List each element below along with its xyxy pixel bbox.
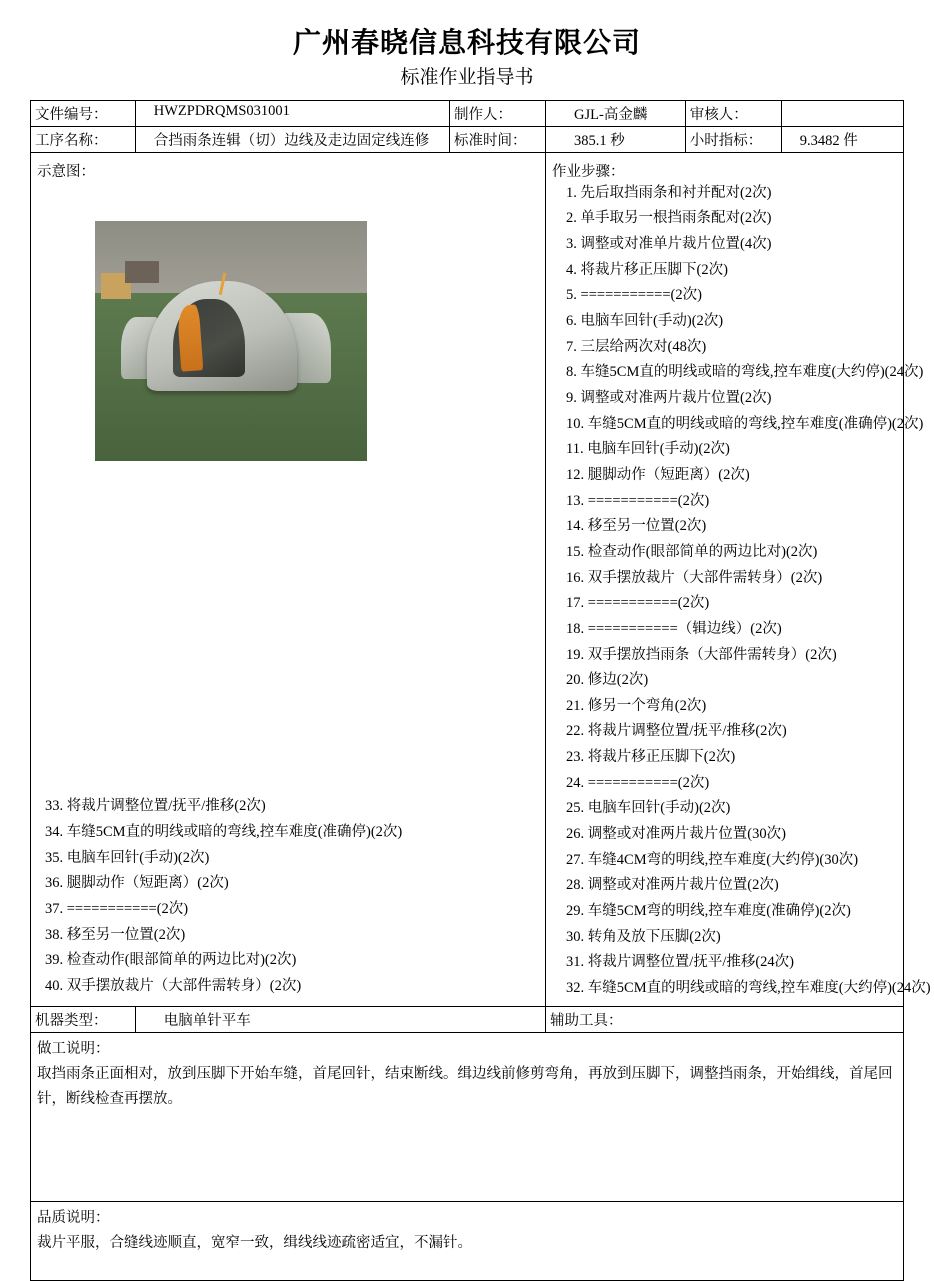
list-item: 31. 将裁片调整位置/抚平/推移(24次) bbox=[566, 954, 795, 971]
maker-value: GJL-高金麟 bbox=[546, 100, 686, 126]
quality-title: 品质说明： bbox=[37, 1209, 110, 1226]
list-item: 30. 转角及放下压脚(2次) bbox=[566, 928, 721, 945]
table-row-process-info bbox=[31, 126, 904, 152]
list-item: 7. 三层给两次对(48次) bbox=[566, 338, 707, 355]
list-item: 2. 单手取另一根挡雨条配对(2次) bbox=[566, 210, 772, 227]
list-item: 6. 电脑车回针(手动)(2次) bbox=[566, 312, 724, 329]
list-item: 9. 调整或对准两片裁片位置(2次) bbox=[566, 389, 772, 406]
workmanship-title: 做工说明： bbox=[37, 1040, 110, 1057]
list-item: 26. 调整或对准两片裁片位置(30次) bbox=[566, 826, 786, 843]
list-item: 40. 双手摆放裁片（大部件需转身）(2次) bbox=[45, 978, 302, 995]
table-row-workmanship bbox=[31, 1032, 904, 1201]
std-time-value: 385.1 秒 bbox=[546, 126, 686, 152]
list-item: 12. 腿脚动作（短距离）(2次) bbox=[566, 466, 750, 483]
steps-label: 作业步骤： bbox=[552, 163, 625, 180]
maker-label: 制作人： bbox=[450, 100, 546, 126]
list-item: 37. ===========(2次) bbox=[45, 901, 189, 918]
list-item: 25. 电脑车回针(手动)(2次) bbox=[566, 800, 731, 817]
list-item: 27. 车缝4CM弯的明线,控车难度(大约停)(30次) bbox=[566, 851, 859, 868]
machine-value: 电脑单针平车 bbox=[135, 1006, 545, 1032]
sop-table bbox=[30, 100, 931, 1281]
list-item: 22. 将裁片调整位置/抚平/推移(2次) bbox=[566, 723, 787, 740]
list-item: 3. 调整或对准单片裁片位置(4次) bbox=[566, 236, 772, 252]
list-item: 8. 车缝5CM直的明线或暗的弯线,控车难度(大约停)(24次) bbox=[566, 364, 924, 381]
list-item: 38. 移至另一位置(2次) bbox=[45, 926, 186, 943]
list-item: 29. 车缝5CM弯的明线,控车难度(准确停)(2次) bbox=[566, 903, 851, 920]
list-item: 34. 车缝5CM直的明线或暗的弯线,控车难度(准确停)(2次) bbox=[45, 824, 403, 841]
list-item: 33. 将裁片调整位置/抚平/推移(2次) bbox=[45, 798, 266, 815]
quality-text: 裁片平服，合缝线迹顺直，宽窄一致，缉线线迹疏密适宜，不漏针。 bbox=[37, 1234, 472, 1251]
list-item: 39. 检查动作(眼部简单的两边比对)(2次) bbox=[45, 952, 297, 969]
table-row-quality bbox=[31, 1201, 904, 1280]
workmanship-cell bbox=[31, 1032, 904, 1201]
workmanship-text: 取挡雨条正面相对，放到压脚下开始车缝，首尾回针，结束断线。缉边线前修剪弯角，再放到压脚下，调整挡雨条，开始缉线，首尾回针，断线检查再摆放。 bbox=[37, 1065, 893, 1108]
process-label: 工序名称： bbox=[31, 126, 136, 152]
reviewer-value bbox=[781, 100, 903, 126]
diagram-label: 示意图： bbox=[37, 163, 95, 180]
list-item: 18. ===========（辑边线）(2次) bbox=[566, 620, 782, 637]
reviewer-label: 审核人： bbox=[685, 100, 781, 126]
list-item: 17. ===========(2次) bbox=[566, 595, 710, 612]
list-item: 10. 车缝5CM直的明线或暗的弯线,控车难度(准确停)(2次) bbox=[566, 415, 924, 432]
quality-cell bbox=[31, 1201, 904, 1280]
tool-label: 辅助工具： bbox=[546, 1006, 904, 1032]
list-item: 1. 先后取挡雨条和衬并配对(2次) bbox=[566, 184, 772, 201]
list-item: 19. 双手摆放挡雨条（大部件需转身）(2次) bbox=[566, 646, 837, 663]
list-item: 21. 修另一个弯角(2次) bbox=[566, 697, 707, 714]
list-item: 16. 双手摆放裁片（大部件需转身）(2次) bbox=[566, 569, 823, 586]
hour-target-value: 9.3482 件 bbox=[781, 126, 903, 152]
list-item: 23. 将裁片移正压脚下(2次) bbox=[566, 749, 736, 766]
photo-box-dark bbox=[125, 261, 159, 283]
list-item: 28. 调整或对准两片裁片位置(2次) bbox=[566, 877, 779, 894]
list-item: 36. 腿脚动作（短距离）(2次) bbox=[45, 875, 229, 892]
list-item: 15. 检查动作(眼部简单的两边比对)(2次) bbox=[566, 543, 818, 560]
list-item: 35. 电脑车回针(手动)(2次) bbox=[45, 849, 210, 866]
list-item: 5. ===========(2次) bbox=[566, 287, 702, 304]
steps-cell bbox=[546, 152, 931, 1006]
file-no-value: HWZPDRQMS031001 bbox=[135, 100, 449, 126]
document-type-title: 标准作业指导书 bbox=[400, 67, 534, 88]
table-row-machine bbox=[31, 1006, 904, 1032]
file-no-label: 文件编号： bbox=[31, 100, 136, 126]
table-row-main-content bbox=[31, 152, 904, 1006]
process-value: 合挡雨条连辑（切）边线及走边固定线连修 bbox=[135, 126, 449, 152]
list-item: 11. 电脑车回针(手动)(2次) bbox=[566, 441, 730, 458]
steps-list-left bbox=[41, 794, 534, 999]
company-title: 广州春晓信息科技有限公司 bbox=[292, 28, 641, 59]
list-item: 13. ===========(2次) bbox=[566, 492, 710, 509]
list-item: 24. ===========(2次) bbox=[566, 774, 710, 791]
list-item: 32. 车缝5CM直的明线或暗的弯线,控车难度(大约停)(24次) bbox=[566, 980, 931, 997]
std-time-label: 标准时间： bbox=[450, 126, 546, 152]
tent-photo bbox=[95, 221, 367, 461]
list-item: 4. 将裁片移正压脚下(2次) bbox=[566, 261, 728, 278]
hour-target-label: 小时指标： bbox=[685, 126, 781, 152]
table-row-file-info bbox=[31, 100, 904, 126]
list-item: 14. 移至另一位置(2次) bbox=[566, 518, 707, 535]
machine-label: 机器类型： bbox=[31, 1006, 136, 1032]
diagram-cell bbox=[31, 152, 546, 1006]
list-item: 20. 修边(2次) bbox=[566, 672, 649, 689]
steps-list-right bbox=[552, 181, 931, 1002]
